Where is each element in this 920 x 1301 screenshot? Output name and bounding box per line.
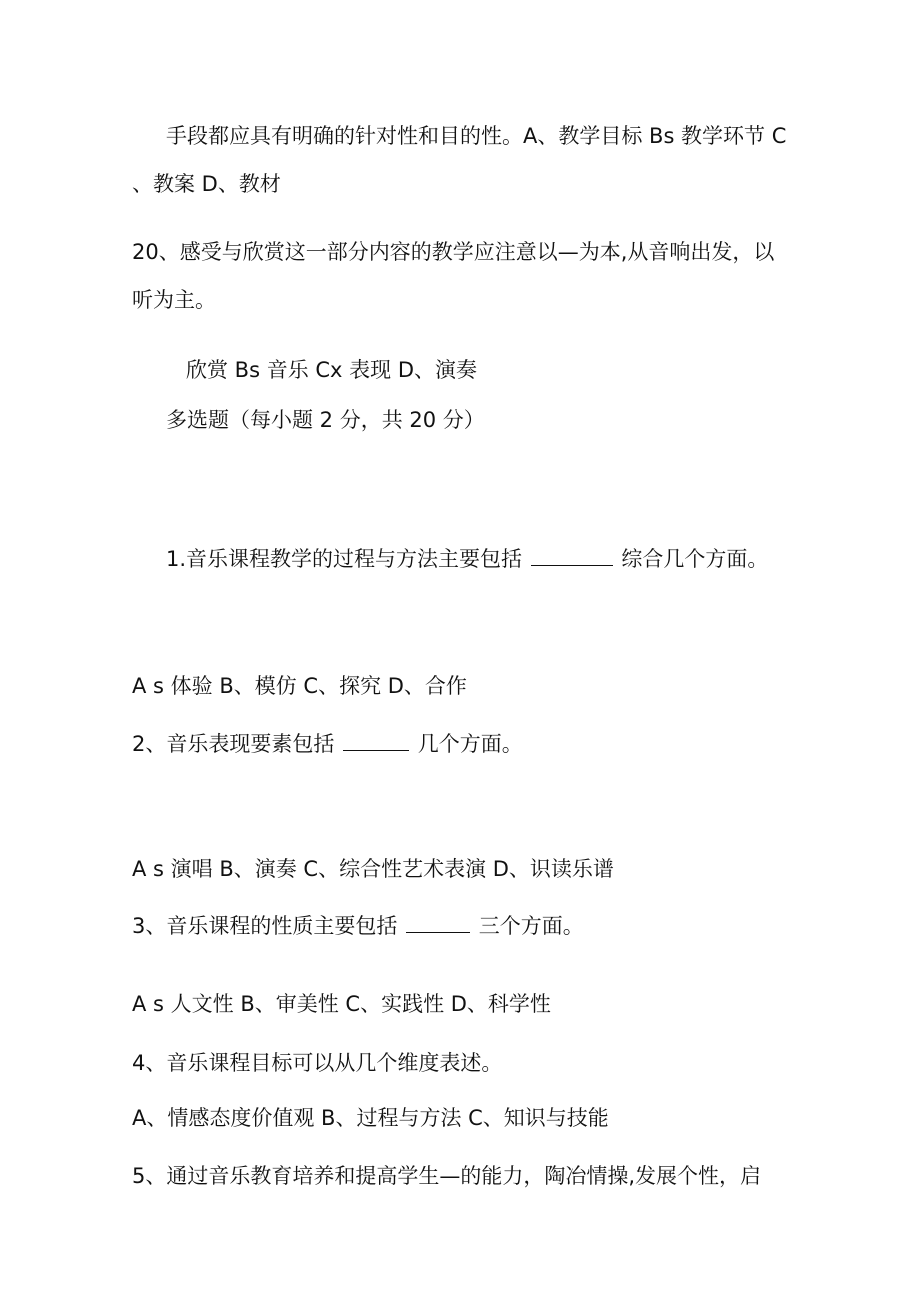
question-1 [166, 545, 768, 573]
question-3-options: A s 人文性 B、审美性 C、实践性 D、科学性 [132, 992, 551, 1016]
question-2-prefix: 2、音乐表现要素包括 [132, 732, 335, 756]
question-3-prefix: 3、音乐课程的性质主要包括 [132, 914, 398, 938]
question-20-options: 欣赏 Bs 音乐 Cx 表现 D、演奏 [186, 358, 477, 382]
question-1-options: A s 体验 B、模仿 C、探究 D、合作 [132, 674, 467, 698]
question-3 [132, 912, 584, 940]
question-3-suffix: 三个方面。 [478, 914, 584, 938]
question-2-options: A s 演唱 B、演奏 C、综合性艺术表演 D、识读乐谱 [132, 857, 614, 881]
text-line: 听为主。 [132, 288, 216, 312]
answer-blank [406, 912, 470, 933]
question-20: 20、感受与欣赏这一部分内容的教学应注意以—为本,从音响出发，以 [132, 240, 775, 264]
question-4: 4、音乐课程目标可以从几个维度表述。 [132, 1051, 503, 1075]
text-line: 、教案 D、教材 [132, 172, 281, 196]
question-5: 5、通过音乐教育培养和提高学生—的能力，陶冶情操,发展个性，启 [132, 1164, 762, 1188]
text-line: 手段都应具有明确的针对性和目的性。A、教学目标 Bs 教学环节 C [166, 124, 787, 148]
question-1-suffix: 综合几个方面。 [621, 547, 769, 571]
question-4-options: A、情感态度价值观 B、过程与方法 C、知识与技能 [132, 1106, 609, 1130]
question-1-prefix: 1.音乐课程教学的过程与方法主要包括 [166, 547, 523, 571]
answer-blank [531, 545, 613, 566]
answer-blank [343, 730, 409, 751]
question-2-suffix: 几个方面。 [417, 732, 523, 756]
question-2 [132, 730, 523, 758]
section-heading: 多选题（每小题 2 分，共 20 分） [166, 408, 485, 432]
